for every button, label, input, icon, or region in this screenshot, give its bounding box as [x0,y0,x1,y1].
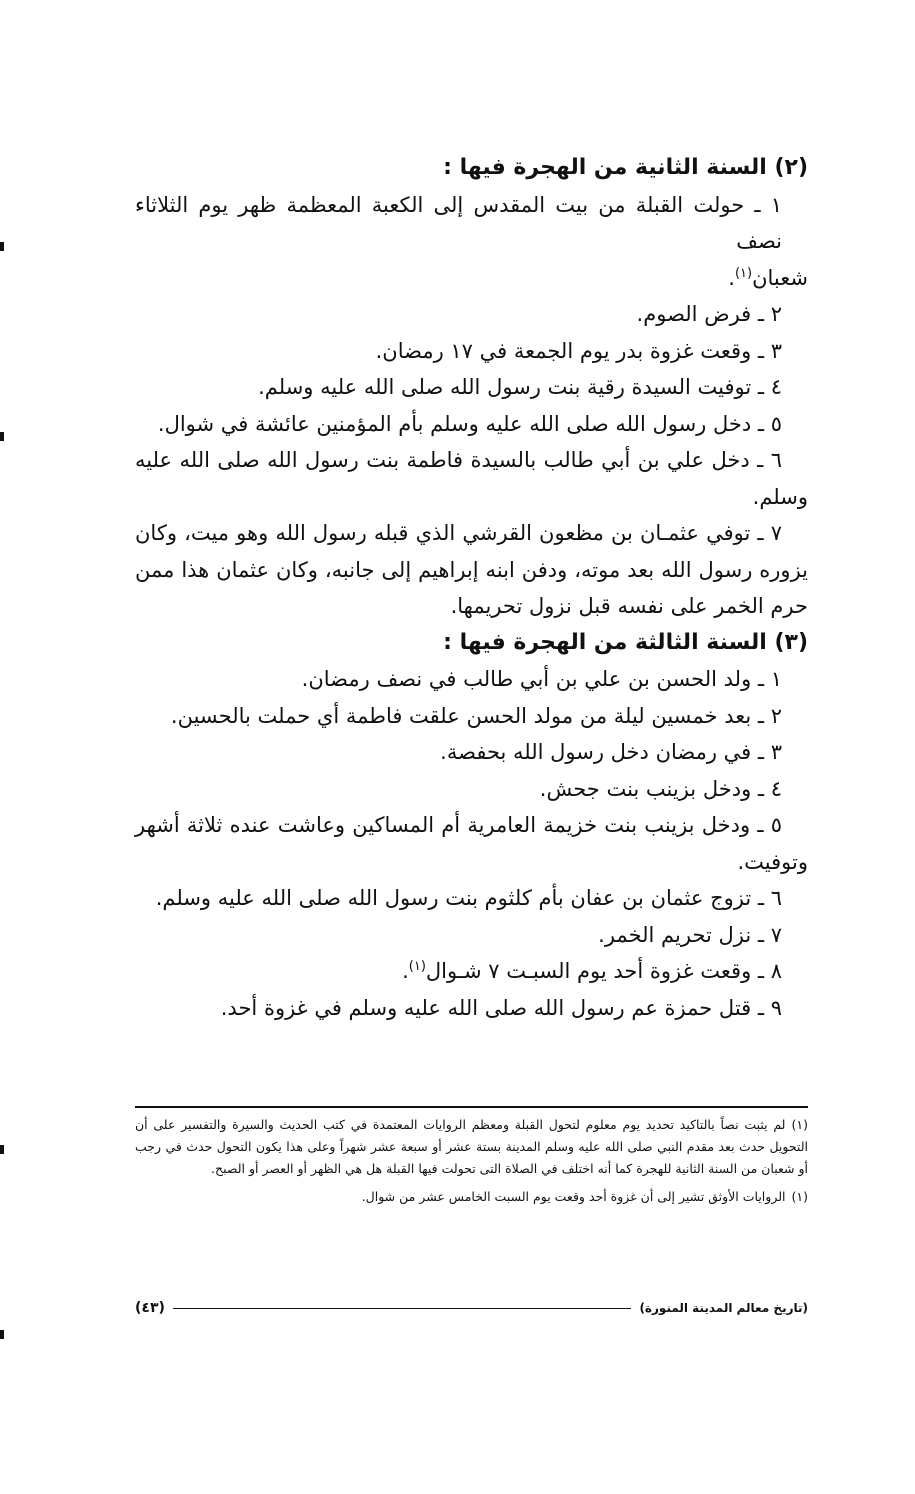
list-item: ١ ـ حولت القبلة من بيت المقدس إلى الكعبة المعظمة ظهر يوم الثلاثاء نصف [135,192,782,253]
page-number: (٤٣) [135,1300,165,1316]
footnote-reference: (١) [734,265,753,281]
list-item: ٧ ـ نزل تحريم الخمر. [598,922,782,947]
list-item-continuation: وتوفيت. [737,849,808,874]
list-item-continuation [135,260,808,297]
page-footer [135,1296,808,1320]
list-item: ٤ ـ ودخل بزينب بنت جحش. [539,776,782,801]
footnote [135,1186,808,1208]
list-item: ٣ ـ وقعت غزوة بدر يوم الجمعة في ١٧ رمضان. [375,338,782,363]
footnote-label: (١) [791,1189,808,1204]
scan-edge-mark [0,242,4,251]
list-item: ٢ ـ فرض الصوم. [636,302,782,326]
list-item: ١ ـ ولد الحسن بن علي بن أبي طالب في نصف رمضان. [301,667,782,691]
scan-edge-mark [0,432,4,441]
scan-edge-mark [0,1145,4,1154]
list-item-continuation: وسلم. [752,484,808,509]
list-item: ٩ ـ قتل حمزة عم رسول الله صلى الله عليه وسلم في غزوة أحد. [220,995,782,1020]
footer-divider [173,1308,632,1309]
list-item: ٥ ـ دخل رسول الله صلى الله عليه وسلم بأم المؤمنين عائشة في شوال. [157,411,782,436]
scan-edge-mark [0,1330,4,1339]
footnote [135,1114,808,1180]
item-text-tail: . [402,959,409,983]
footnote-text: لم يثبت نصاً بالتاكيد تحديد يوم معلوم لتحول القبلة ومعظم الروايات المعتمدة في كتب الحديث والسيرة والتفسير على أن التحويل حدث بعد مقدم النبي صلى الله عليه وسلم المدينة بستة عشر أو سبعة عشر شهراً وعلى هذا يكون التحول حدث في رجب أو شعبان من السنة الثانية للهجرة كما أنه اختلف في الصلاة التى تحولت فيها القبلة هل هي الظهر أو العصر أو الصبح. [135,1117,808,1176]
item-text: ٨ ـ وقعت غزوة أحد يوم السبـت ٧ شـوال [425,959,782,983]
footnotes [135,1106,808,1214]
list-item [135,953,808,990]
section-heading-year-2: (٢) السنة الثانية من الهجرة فيها : [443,155,808,180]
list-item: ٤ ـ توفيت السيدة رقية بنت رسول الله صلى الله عليه وسلم. [258,375,782,399]
list-item: ٦ ـ دخل علي بن أبي طالب بالسيدة فاطمة بنت رسول الله صلى الله عليه [135,448,782,472]
footnote-text: الروايات الأوثق تشير إلى أن غزوة أحد وقعت يوم السبت الخامس عشر من شوال. [361,1189,786,1204]
footnote-label: (١) [791,1117,808,1132]
list-item: ٢ ـ بعد خمسين ليلة من مولد الحسن علقت فاطمة أي حملت بالحسين. [170,703,782,728]
footnote-reference: (١) [408,959,426,974]
section-heading-year-3: (٣) السنة الثالثة من الهجرة فيها : [443,629,808,655]
item-text: شعبان [752,265,808,290]
list-item-continuation: حرم الخمر على نفسه قبل نزول تحريمها. [450,594,808,618]
item-text-tail: . [728,265,735,290]
book-title: (تاريخ معالم المدينة المنورة) [639,1301,808,1315]
main-text [135,150,808,1026]
list-item: ٥ ـ ودخل بزينب بنت خزيمة العامرية أم المساكين وعاشت عنده ثلاثة أشهر [135,813,782,837]
list-item: ٧ ـ توفي عثمـان بن مظعون القرشي الذي قبله رسول الله وهو ميت، وكان [135,521,782,545]
list-item-continuation: يزوره رسول الله بعد موته، ودفن ابنه إبراهيم إلى جانبه، وكان عثمان هذا ممن [135,557,808,582]
list-item: ٦ ـ تزوج عثمان بن عفان بأم كلثوم بنت رسول الله صلى الله عليه وسلم. [155,886,782,910]
list-item: ٣ ـ في رمضان دخل رسول الله بحفصة. [440,740,782,764]
